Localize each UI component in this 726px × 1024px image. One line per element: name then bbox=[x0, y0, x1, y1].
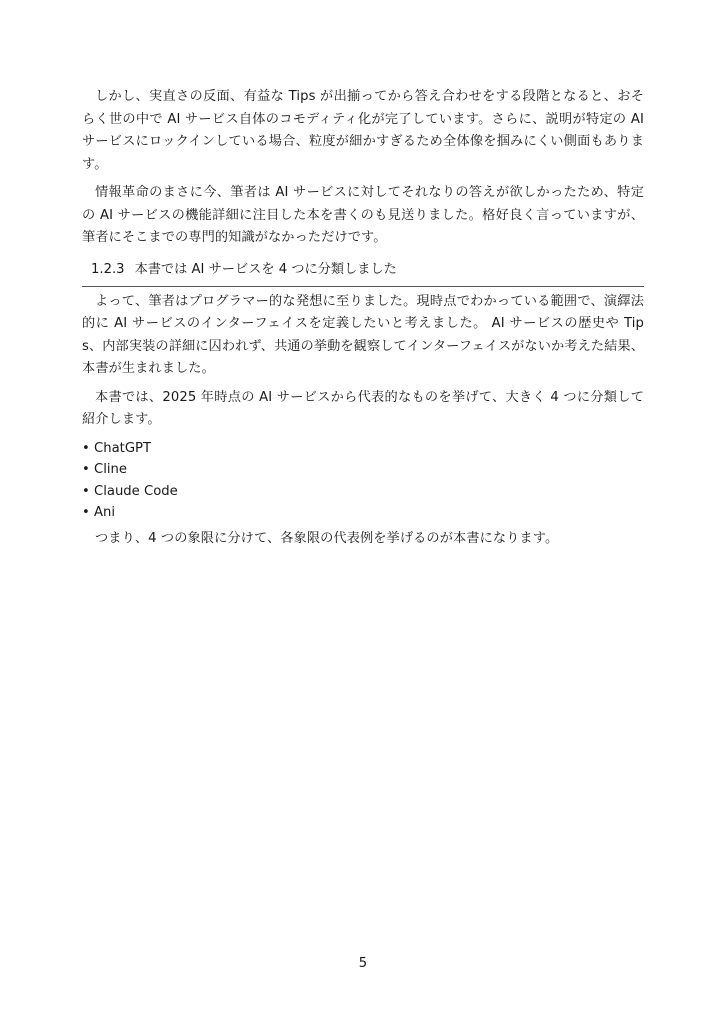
section-paragraph-2: 本書では、2025 年時点の AI サービスから代表的なものを挙げて、大きく 4 つに分類して紹介します。 bbox=[82, 389, 644, 427]
list-item bbox=[82, 438, 644, 460]
section-heading bbox=[82, 260, 644, 287]
list-item bbox=[82, 502, 644, 524]
section-body bbox=[82, 291, 644, 551]
body-paragraph-2: 情報革命のまさに今、筆者は AI サービスに対してそれなりの答えが欲しかったため、特定の AI サービスの機能詳細に注目した本を書くのも見送りました。格好良く言っていますが、筆者にそこまでの専門的知識がなかっただけです。 bbox=[82, 185, 644, 245]
bullet-marker: • bbox=[82, 440, 90, 456]
list-item bbox=[82, 459, 644, 481]
list-item-label: ChatGPT bbox=[94, 440, 152, 456]
page-number: 5 bbox=[358, 956, 368, 971]
bullet-marker: • bbox=[82, 505, 90, 520]
document-body bbox=[82, 86, 644, 556]
section-paragraph-1: よって、筆者はプログラマー的な発想に至りました。現時点でわかっている範囲で、演繹法的に AI サービスのインターフェイスを定義したいと考えました。 AI サービスの歴史や Tips、内部実装の詳細に囚われず、共通の挙動を観察してインターフェイスがないか考えた結果、本書が生まれました。 bbox=[82, 293, 645, 376]
list-item-label: Ani bbox=[94, 505, 116, 520]
closing-paragraph: つまり、4 つの象限に分けて、各象限の代表例を挙げるのが本書になります。 bbox=[95, 530, 559, 546]
section-number: 1.2.3 bbox=[91, 261, 125, 277]
service-list bbox=[82, 438, 644, 524]
list-item-label: Claude Code bbox=[94, 483, 178, 499]
body-paragraph-1: しかし、実直さの反面、有益な Tips が出揃ってから答え合わせをする段階となると、おそらく世の中で AI サービス自体のコモディティ化が完了しています。さらに、説明が特定の AI サービスにロックインしている場合、粒度が細かすぎるため全体像を掴みにくい側面もあります。 bbox=[82, 89, 644, 172]
list-item-label: Cline bbox=[94, 462, 128, 477]
list-item bbox=[82, 481, 644, 503]
bullet-marker: • bbox=[82, 483, 90, 499]
bullet-marker: • bbox=[82, 462, 90, 477]
section-title: 本書では AI サービスを 4 つに分類しました bbox=[134, 261, 397, 277]
